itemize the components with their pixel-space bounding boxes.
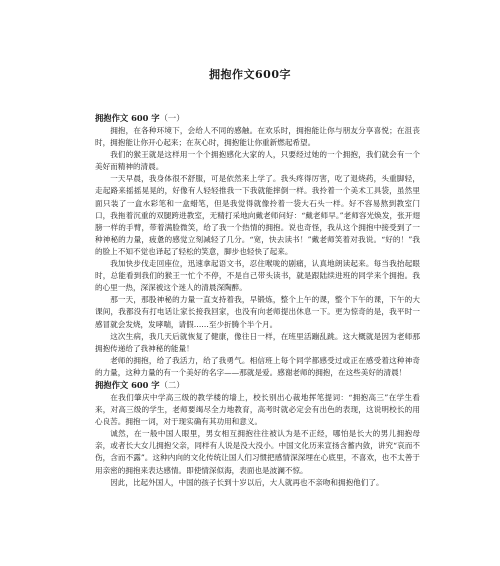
section-number: （一） [159,113,185,123]
paragraph: 这次生病，我几天后就恢复了健康，像往日一样，在班里活蹦乱跳。这大概就是因为老师那拥抱传递给了我神秘的能量！ [95,331,420,353]
section-heading-2 [95,379,420,392]
document-body [95,112,420,489]
paragraph: 我们的猴王就是这样用一个个拥抱感化大家的人，只要经过她的一个拥抱，我们就会有一个美好而精神的清晨。 [95,150,420,172]
page-title: 拥抱作文600字 [209,68,291,81]
paragraph: 一天早晨，我身体很不舒服，可是依然来上学了。我头疼得厉害，吃了退烧药，头重脚轻，走起路来摇摇晃晃的，好像有人轻轻推我一下我就能摔倒一样。我拎着一个美术工具袋，虽然里面只装了一盒水彩笔和一盒蜡笔，但是我觉得就像拎着一袋大石头一样。好不容易熬到教室门口，我拖着沉重的双腿跨进教室，无精打采地向戴老师问好：“戴老师早。”老师容光焕发，张开翅膀一样的手臂，带着满脸微笑，给了我一个热情的拥抱。说也奇怪，我从这个拥抱中接受到了一种神秘的力量，疲惫的感觉立刻减轻了几分。“宽，快去读书！”戴老师笑着对我说。“好的！”我的脸上不知不觉也译起了轻松的笑意，脚步也轻快了起来。 [95,174,420,256]
paragraph: 那一天，那股神秘的力量一直支持着我，早锻炼，整个上午的课，整个下午的课，下午的大课间，我都没有打电话让家长接我回家，也没有向老师提出休息一下。更为惊奇的是，我平时一感冒就会发烧，发哮喘，请假……至少折腾个半个月。 [95,295,420,329]
section-heading-text: 拥抱作文 600 字 [95,113,160,123]
section-heading-text: 拥抱作文 600 字 [95,379,160,390]
paragraph: 因此，比起外国人，中国的孩子长到十岁以后，大人就再也不亲吻和拥抱他们了。 [110,477,384,487]
paragraph: 诚然，在一般中国人眼里，男女相互拥抱往往被认为是不正经，哪怕是长大的男儿拥抱母亲，或者长大女儿拥抱父亲，同样有人说是没大没小。中国文化历来宣扬含蓄内敛，讲究“哀而不伤，含而不露”。这种内向的文化传统让国人们习惯把感情深深埋在心底里，不喜欢，也不太善于用亲密的拥抱来表达感情。即使情深似海，表面也是波澜不惊。 [95,429,420,475]
paragraph: 在我们肇庆中学高三级的教学楼的墙上，校长别出心裁地挥笔提词：“拥抱高三”在学生看来，对高三级的学生，老师要竭尽全力地教育，高考时就必定会有出色的表现，这说明校长的用心良苦。拥抱一词，对于现实确有其功用和意义。 [95,392,420,427]
section-number: （二） [159,379,185,390]
section-heading-1 [95,112,420,125]
paragraph: 老师的拥抱，给了我活力，给了我勇气。相信班上每个同学都感受过或正在感受着这种神奇的力量，这种力量的有一个美好的名字——那就是爱。感谢老师的拥抱，在这些美好的清晨！ [95,355,420,377]
paragraph: 我加快步伐走回座位，迅速拿起语文书，忍住喉咙的剧痛，认真地朗读起来。每当我抬起眼时，总能看到我们的猴王一忙个不停，不是自己带头读书，就是跟陆续进班的同学来个拥抱。我的心里一热，深深被这个迷人的清晨深陶醉。 [95,259,420,293]
paragraph: 拥抱，在各种环境下，会给人不同的感触。在欢乐时，拥抱能让你与朋友分享喜悦；在沮丧时，拥抱能让你开心起来；在灰心时，拥抱能让你重新燃起希望。 [95,126,420,148]
